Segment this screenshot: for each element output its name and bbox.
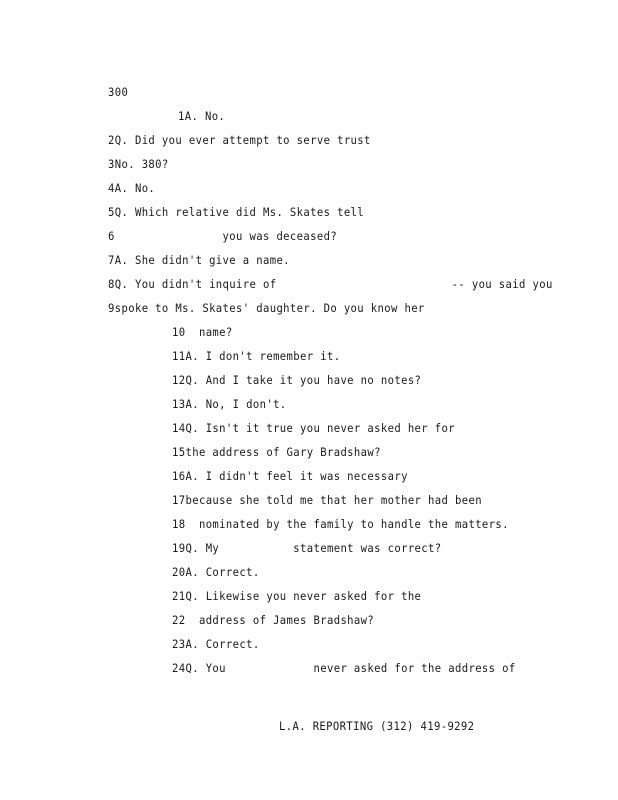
transcript-line-22: 22 address of James Bradshaw? [172, 613, 375, 627]
transcript-line-21: 21Q. Likewise you never asked for the [172, 589, 422, 603]
page-number: 300 [108, 85, 129, 99]
reporter-footer: L.A. REPORTING (312) 419-9292 [279, 719, 475, 733]
transcript-line-9: 9spoke to Ms. Skates' daughter. Do you know her [108, 301, 425, 315]
transcript-line-7: 7A. She didn't give a name. [108, 253, 290, 267]
transcript-line-10: 10 name? [172, 325, 233, 339]
transcript-line-3: 3No. 380? [108, 157, 169, 171]
transcript-line-5: 5Q. Which relative did Ms. Skates tell [108, 205, 365, 219]
transcript-line-8: 8Q. You didn't inquire of -- you said you [108, 277, 553, 291]
transcript-line-14: 14Q. Isn't it true you never asked her for [172, 421, 455, 435]
transcript-line-12: 12Q. And I take it you have no notes? [172, 373, 422, 387]
transcript-line-15: 15the address of Gary Bradshaw? [172, 445, 381, 459]
transcript-line-13: 13A. No, I don't. [172, 397, 287, 411]
transcript-line-6: 6 you was deceased? [108, 229, 338, 243]
transcript-line-20: 20A. Correct. [172, 565, 260, 579]
transcript-line-24: 24Q. You never asked for the address of [172, 661, 516, 675]
transcript-line-1: 1A. No. [178, 109, 226, 123]
transcript-line-23: 23A. Correct. [172, 637, 260, 651]
transcript-line-11: 11A. I don't remember it. [172, 349, 341, 363]
transcript-line-4: 4A. No. [108, 181, 156, 195]
transcript-line-18: 18 nominated by the family to handle the matters. [172, 517, 509, 531]
transcript-line-17: 17because she told me that her mother had been [172, 493, 482, 507]
transcript-line-2: 2Q. Did you ever attempt to serve trust [108, 133, 371, 147]
transcript-line-16: 16A. I didn't feel it was necessary [172, 469, 408, 483]
transcript-line-19: 19Q. My statement was correct? [172, 541, 442, 555]
